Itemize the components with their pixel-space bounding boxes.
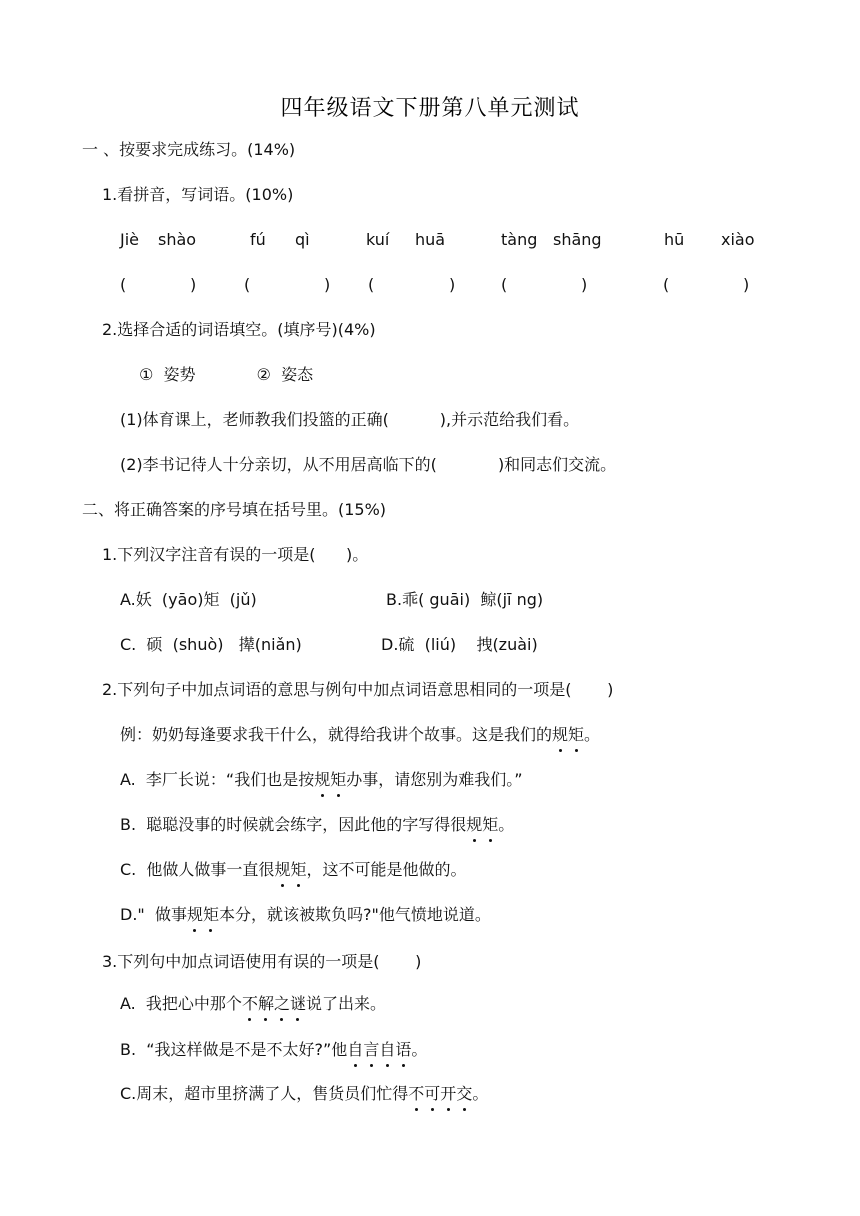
answer-paren-close: ) bbox=[449, 275, 456, 294]
dotted-char: 矩 bbox=[330, 770, 347, 789]
word-options: ① 姿势 ② 姿态 bbox=[139, 365, 314, 384]
page-title: 四年级语文下册第八单元测试 bbox=[280, 96, 580, 121]
choice-text: B. “我这样做是不是不太好?”他 bbox=[120, 1040, 348, 1059]
choice-a bbox=[120, 993, 386, 1015]
option-b: B.乖( guāi) 鲸(jī ng) bbox=[386, 590, 544, 609]
dotted-char: 规 bbox=[552, 725, 569, 744]
choice-text: C.周末，超市里挤满了人，售货员们忙得 bbox=[120, 1084, 409, 1103]
section-heading-1: 一 、按要求完成练习。(14%) bbox=[82, 140, 296, 159]
question-2-2-label: 2.下列句子中加点词语的意思与例句中加点词语意思相同的一项是( ) bbox=[102, 680, 614, 699]
choice-text: 办事，请您别为难我们。” bbox=[346, 770, 523, 789]
dotted-char: 可 bbox=[424, 1084, 441, 1103]
pinyin-item: huā bbox=[415, 230, 446, 249]
fill-sentence-1: (1)体育课上，老师教我们投篮的正确( ),并示范给我们看。 bbox=[120, 410, 580, 429]
answer-paren-open: ( bbox=[368, 275, 375, 294]
option-c: C. 硕 (shuò) 撵(niǎn) bbox=[120, 635, 302, 654]
dotted-char: 开 bbox=[440, 1084, 457, 1103]
choice-text: 说了出来。 bbox=[306, 994, 387, 1013]
answer-paren-close: ) bbox=[743, 275, 750, 294]
dotted-char: 规 bbox=[186, 905, 203, 924]
dotted-char: 矩 bbox=[202, 905, 219, 924]
sentence-period: 。 bbox=[584, 725, 601, 744]
pinyin-item: qì bbox=[295, 230, 310, 249]
choice-text: 。 bbox=[411, 1040, 428, 1059]
question-2-1-label: 1.下列汉字注音有误的一项是( )。 bbox=[102, 545, 369, 564]
answer-paren-open: ( bbox=[244, 275, 251, 294]
dotted-char: 交 bbox=[456, 1084, 473, 1103]
example-text: 例：奶奶每逢要求我干什么，就得给我讲个故事。这是我们的 bbox=[120, 725, 553, 744]
choice-text: D." 做事 bbox=[120, 905, 187, 924]
answer-paren-open: ( bbox=[501, 275, 508, 294]
question-1-2-label: 2.选择合适的词语填空。(填序号)(4%) bbox=[102, 320, 376, 339]
answer-paren-close: ) bbox=[190, 275, 197, 294]
choice-text: A. 李厂长说：“我们也是按 bbox=[120, 770, 315, 789]
choice-text: 本分，就该被欺负吗?"他气愤地说道。 bbox=[218, 905, 491, 924]
choice-text: A. 我把心中那个 bbox=[120, 994, 242, 1013]
section-heading-2: 二、将正确答案的序号填在括号里。(15%) bbox=[82, 500, 387, 519]
choice-text: C. 他做人做事一直很 bbox=[120, 860, 275, 879]
answer-paren-close: ) bbox=[581, 275, 588, 294]
choice-d bbox=[120, 904, 491, 926]
dotted-char: 矩 bbox=[568, 725, 585, 744]
choice-text: 。 bbox=[472, 1084, 489, 1103]
dotted-char: 解 bbox=[257, 994, 274, 1013]
dotted-char: 规 bbox=[314, 770, 331, 789]
pinyin-item: fú bbox=[250, 230, 266, 249]
choice-text: ，这不可能是他做的。 bbox=[306, 860, 467, 879]
pinyin-item: tàng bbox=[501, 230, 538, 249]
answer-paren-open: ( bbox=[663, 275, 670, 294]
pinyin-item: Jiè bbox=[120, 230, 140, 249]
choice-b bbox=[120, 814, 514, 836]
pinyin-item: shào bbox=[158, 230, 197, 249]
dotted-char: 之 bbox=[273, 994, 290, 1013]
choice-a bbox=[120, 769, 523, 791]
dotted-char: 不 bbox=[241, 994, 258, 1013]
choice-c bbox=[120, 859, 466, 881]
question-2-3-label: 3.下列句中加点词语使用有误的一项是( ) bbox=[102, 952, 422, 971]
dotted-char: 矩 bbox=[482, 815, 499, 834]
choice-b bbox=[120, 1039, 427, 1061]
dotted-char: 规 bbox=[466, 815, 483, 834]
dotted-char: 语 bbox=[395, 1040, 412, 1059]
dotted-char: 不 bbox=[408, 1084, 425, 1103]
dotted-char: 规 bbox=[274, 860, 291, 879]
dotted-char: 言 bbox=[363, 1040, 380, 1059]
dotted-char: 自 bbox=[347, 1040, 364, 1059]
pinyin-item: xiào bbox=[721, 230, 755, 249]
pinyin-item: shāng bbox=[553, 230, 602, 249]
dotted-char: 自 bbox=[379, 1040, 396, 1059]
choice-c bbox=[120, 1083, 488, 1105]
question-1-1-label: 1.看拼音，写词语。(10%) bbox=[102, 185, 294, 204]
pinyin-item: kuí bbox=[366, 230, 390, 249]
dotted-char: 矩 bbox=[290, 860, 307, 879]
sentence-period: 。 bbox=[498, 815, 515, 834]
pinyin-item: hū bbox=[664, 230, 685, 249]
dotted-char: 谜 bbox=[289, 994, 306, 1013]
option-a: A.妖 (yāo)矩 (jǔ) bbox=[120, 590, 257, 609]
answer-paren-open: ( bbox=[120, 275, 127, 294]
fill-sentence-2: (2)李书记待人十分亲切，从不用居高临下的( )和同志们交流。 bbox=[120, 455, 617, 474]
example-sentence bbox=[120, 724, 600, 746]
option-d: D.硫 (liú) 拽(zuài) bbox=[381, 635, 538, 654]
choice-text: B. 聪聪没事的时候就会练字，因此他的字写得很 bbox=[120, 815, 467, 834]
answer-paren-close: ) bbox=[324, 275, 331, 294]
